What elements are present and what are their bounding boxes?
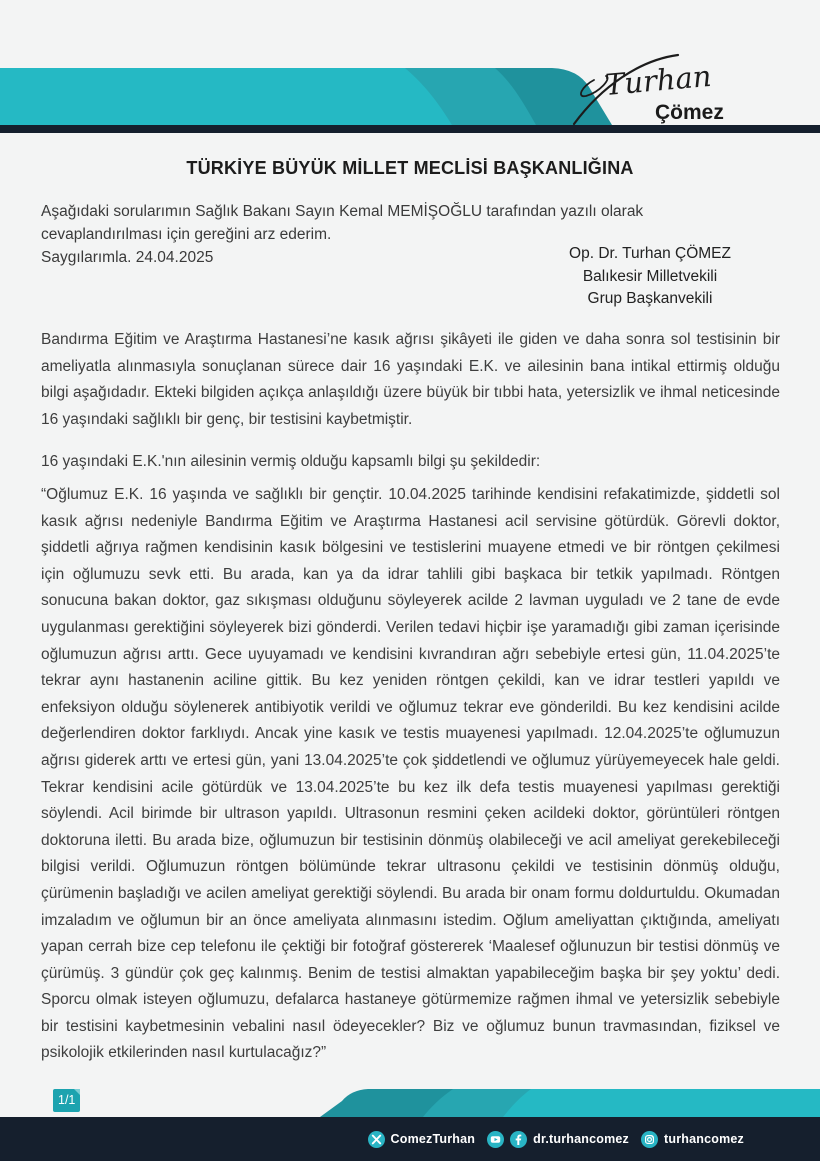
signer-name: Op. Dr. Turhan ÇÖMEZ bbox=[569, 245, 731, 262]
footer-bar bbox=[0, 1117, 820, 1161]
body-paragraph-2: 16 yaşındaki E.K.'nın ailesinin vermiş olduğu kapsamlı bilgi şu şekildedir: bbox=[41, 453, 541, 470]
footer-teal-band bbox=[320, 1089, 820, 1117]
signer-title-role: Grup Başkanvekili bbox=[587, 290, 713, 307]
facebook-handle: dr.turhancomez bbox=[533, 1132, 629, 1146]
signer-block bbox=[530, 243, 770, 311]
letter-salutation: Saygılarımla. 24.04.2025 bbox=[41, 249, 214, 266]
instagram-icon bbox=[641, 1131, 658, 1148]
facebook-icon bbox=[510, 1131, 527, 1148]
body-paragraph-1: Bandırma Eğitim ve Araştırma Hastanesi’ne kasık ağrısı şikâyeti ile giden ve daha sonra sol testisinin bir ameliyatla alınmasıyla sonuçlanan sürece dair 16 yaşındaki E.K. ve ailesinin bana intikal ettirmiş olduğu bilgi aşağıdadır. Ekteki bilgiden açıkça anlaşıldığı üzere büyük bir tıbbi hata, yetersizlik ve ihmal neticesinde 16 yaşındaki sağlıklı bir genç, bir testisini kaybetmiştir. bbox=[41, 331, 780, 428]
instagram-handle: turhancomez bbox=[664, 1132, 744, 1146]
social-links-row bbox=[368, 1117, 751, 1161]
page-number-badge: 1/1 bbox=[53, 1089, 80, 1112]
body-paragraph-quote: “Oğlumuz E.K. 16 yaşında ve sağlıklı bir gençtir. 10.04.2025 tarihinde kendisini refakatimizde, şiddetli sol kasık ağrısı nedeniyle Bandırma Eğitim ve Araştırma Hastanesi acil servisine götürdük. Görevli doktor, şiddetli ağrıya rağmen kendisinin kasık bölgesini ve testislerini muayene etmedi ve bir röntgen çekilmesi için oğlumuzu sevk etti. Bu arada, kan ya da idrar tahlili gibi başkaca bir tetkik yapılmadı. Röntgen sonucuna bakan doktor, gaz sıkışması olduğunu söyleyerek acilde 2 lavman uyguladı ve 2 tane de evde uygulanması gerektiğini söyleyerek bizi gönderdi. Verilen tedavi hiçbir işe yaramadığı gibi zaman içerisinde oğlumuzun ağrısı arttı. Gece uyuyamadı ve kendisini kıvrandıran ağrı sebebiyle ertesi gün, 11.04.2025’te tekrar aynı hastanenin aciline gittik. Bu kez yeniden röntgen çekildi, kan ve idrar testleri yapıldı ve enfeksiyon olduğu söylenerek antibiyotik verildi ve oğlumuz tekrar eve gönderildi. Bu kez kendisini acilde değerlendiren doktor farklıydı. Ancak yine kasık ve testis muayenesi yapılmadı. 12.04.2025’te oğlumuzun ağrısı giderek arttı ve ertesi gün, yani 13.04.2025’te çok şiddetlendi ve oğlumuz yürüyemeyecek hale geldi. Tekrar kendisini acile götürdük ve 13.04.2025’te bu kez ilk defa testis muayenesi yapılması gerektiği söylendi. Acil birimde bir ultrason yapıldı. Ultrasonun resmini çeken acildeki doktor, görüntüleri röntgen doktoruna iletti. Bu arada bize, oğlumuzun bir testisinin dönmüş olabileceği ve acil ameliyat gerekebileceği bilgisi verildi. Oğlumuzun röntgen bölümünde tekrar ultrasonu çekildi ve testisinin dönmüş olduğu, çürümenin başladığı ve acilen ameliyat gerektiği söylendi. Bu arada bir onam formu doldurtuldu. Okumadan imzaladım ve oğlumun bir an önce ameliyata alınmasını istedim. Oğlum ameliyattan çıktığında, ameliyatı yapan cerrah bize cep telefonu ile çektiği bir fotoğraf göstererek ‘Maalesef oğlunuzun bir testisi dönmüş ve çürümüş. 3 gündür çok geç kalınmış. Benim de testisi almaktan yapabileceğim başka bir şey yoktu’ dedi. Sporcu olmak isteyen oğlumuzu, defalarca hastaneye götürmemize rağmen ihmal ve yetersizlik sebebiyle bir testisini kaybetmesinin vebalini nasıl ödeyecekler? Biz ve oğlumuz bunun travmasından, fiziksel ve psikolojik etkilerinden nasıl kurtulacağız?” bbox=[41, 486, 780, 1062]
signer-title-constituency: Balıkesir Milletvekili bbox=[582, 267, 718, 285]
signature-last-name: Çömez bbox=[655, 101, 724, 124]
signature-first-name: Turhan bbox=[603, 58, 713, 102]
letter-intro: Aşağıdaki sorularımın Sağlık Bakanı Sayın Kemal MEMİŞOĞLU tarafından yazılı olarak cevaplandırılması için gereğini arz ederim. bbox=[41, 203, 644, 243]
header-teal-band bbox=[0, 68, 620, 125]
letter-title: TÜRKİYE BÜYÜK MİLLET MECLİSİ BAŞKANLIĞINA bbox=[186, 158, 634, 178]
youtube-icon bbox=[487, 1131, 504, 1148]
x-handle: ComezTurhan bbox=[390, 1132, 476, 1146]
x-icon bbox=[368, 1131, 385, 1148]
signature-logo bbox=[560, 52, 750, 127]
